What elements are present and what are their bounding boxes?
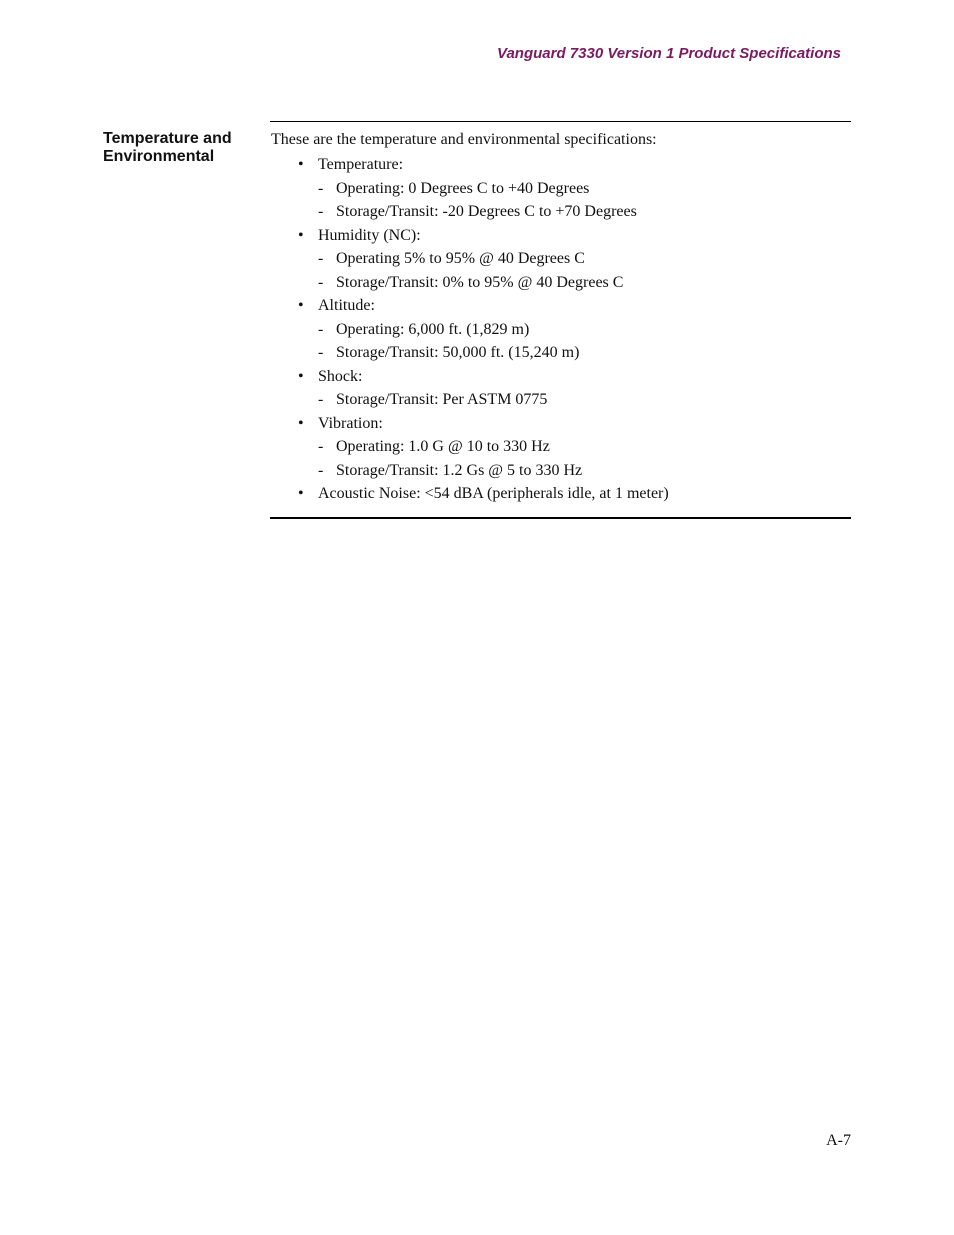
spec-subitem-label: Operating: 1.0 G @ 10 to 330 Hz xyxy=(336,438,550,455)
running-header: Vanguard 7330 Version 1 Product Specifications xyxy=(497,45,841,62)
bottom-rule xyxy=(270,517,851,519)
bullet-icon: • xyxy=(298,414,304,432)
dash-icon: - xyxy=(318,273,324,291)
spec-subitem-label: Storage/Transit: 0% to 95% @ 40 Degrees C xyxy=(336,273,624,291)
dash-icon: - xyxy=(318,391,324,408)
dash-icon: - xyxy=(318,179,324,197)
dash-icon: - xyxy=(318,250,324,267)
dash-icon: - xyxy=(318,320,324,338)
spec-subitem-label: Operating: 0 Degrees C to +40 Degrees xyxy=(336,179,590,197)
spec-item-label: Acoustic Noise: <54 dBA (peripherals idle, at 1 meter) xyxy=(318,485,669,502)
spec-item-label: Temperature: xyxy=(318,156,404,173)
spec-subitem-label: Storage/Transit: Per ASTM 0775 xyxy=(336,391,548,408)
spec-subitem-label: Storage/Transit: 50,000 ft. (15,240 m) xyxy=(336,344,580,361)
spec-item-label: Humidity (NC): xyxy=(318,226,421,244)
section-heading-line-2: Environmental xyxy=(103,148,215,165)
bullet-icon: • xyxy=(298,226,304,244)
bullet-icon: • xyxy=(298,485,304,502)
spec-item-label: Shock: xyxy=(318,367,363,385)
spec-item-label: Vibration: xyxy=(318,414,383,432)
spec-subitem-label: Operating: 6,000 ft. (1,829 m) xyxy=(336,320,530,338)
spec-item-label: Altitude: xyxy=(318,297,375,314)
section-heading xyxy=(103,130,268,166)
spec-subitem-label: Storage/Transit: 1.2 Gs @ 5 to 330 Hz xyxy=(336,461,583,479)
dash-icon: - xyxy=(318,203,324,220)
bullet-icon: • xyxy=(298,367,304,385)
top-rule xyxy=(270,121,851,122)
spec-subitem-label: Storage/Transit: -20 Degrees C to +70 Degrees xyxy=(336,203,637,220)
dash-icon: - xyxy=(318,461,324,479)
spec-subitem-label: Operating 5% to 95% @ 40 Degrees C xyxy=(336,250,585,267)
dash-icon: - xyxy=(318,344,324,361)
section-heading-line-1: Temperature and xyxy=(103,130,232,147)
bullet-icon: • xyxy=(298,156,304,173)
intro-paragraph: These are the temperature and environmental specifications: xyxy=(271,131,657,148)
bullet-icon: • xyxy=(298,297,304,314)
page-number: A-7 xyxy=(826,1132,851,1149)
dash-icon: - xyxy=(318,438,324,455)
